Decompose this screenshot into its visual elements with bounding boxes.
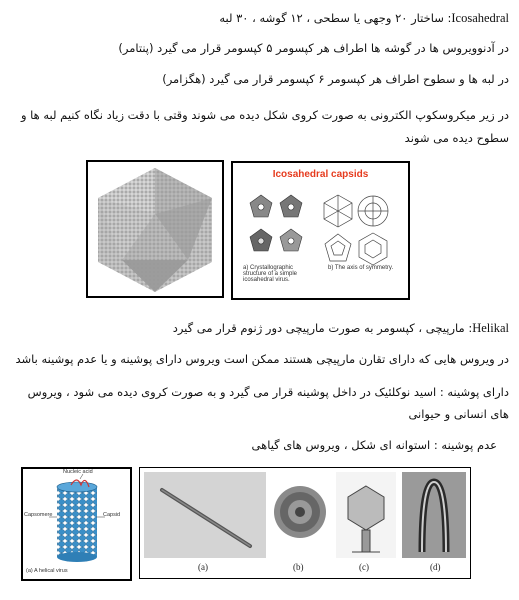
non-enveloped-line: عدم پوشینه : استوانه ای شکل ، ویروس های گیاهی [251,438,497,452]
helical-definition [8,320,509,337]
caption-helical-virus: (a) A helical virus [26,568,68,574]
em-panels-figure [139,467,471,579]
slide-title: Icosahedral capsids [272,169,369,180]
caption-symmetry: b) The axis of symmetry. [328,265,394,271]
icosahedron-drawing [88,162,222,296]
adenovirus-line: در آدنوویروس ها در گوشه ها اطراف هر کپسومر ۵ کپسومر قرار می گیرد (پنتامر) [118,41,509,55]
label-nucleic-acid: Nucleic acid [63,469,93,475]
panel-label-b: (b) [293,562,304,572]
panel-label-a: (a) [198,562,208,572]
icosahedron-image [86,160,224,298]
label-capsid: Capsid [103,512,121,518]
panel-label-d: (d) [430,562,441,572]
panel-label-c: (c) [359,562,369,572]
microscope-line: در زیر میکروسکوپ الکترونی به صورت کروی شکل دیده می شوند وقتی با دقت زیاد نگاه کنیم لبه ها و سطوح دیده می شوند [20,108,509,145]
enveloped-line: دارای پوشینه : اسید نوکلئیک در داخل پوشینه قرار می گیرد و به صورت کروی دیده می شود ، ویروس های انسانی و حیوانی [27,385,509,421]
caption-crystallographic: a) Crystallographic structure of a simple icosahedral virus. [243,265,298,283]
hexamer-line: در لبه ها و سطوح اطراف هر کپسومر ۶ کپسومر قرار می گیرد (هگزامر) [162,72,509,86]
helical-term: Helikal [472,321,509,335]
icosahedral-text: : ساختار ۲۰ وجهی یا سطحی ، ۱۲ گوشه ، ۳۰ لبه [219,11,452,25]
icosahedral-definition [8,10,509,27]
em-panels-drawing [140,468,470,578]
helical-virus-drawing [23,469,130,579]
helical-virus-diagram [21,467,132,581]
helical-text: : مارپیچی ، کپسومر به صورت مارپیچی دور ژنوم قرار می گیرد [172,321,473,335]
icosahedral-capsids-slide [231,161,410,300]
icosahedral-term: Icosahedral [451,11,509,25]
helical-symmetry-line: در ویروس هایی که دارای تقارن مارپیچی هستند ممکن است ویروس دارای پوشینه و یا عدم پوشینه باشد [15,352,509,366]
label-capsomere: Capsomere [24,512,53,518]
